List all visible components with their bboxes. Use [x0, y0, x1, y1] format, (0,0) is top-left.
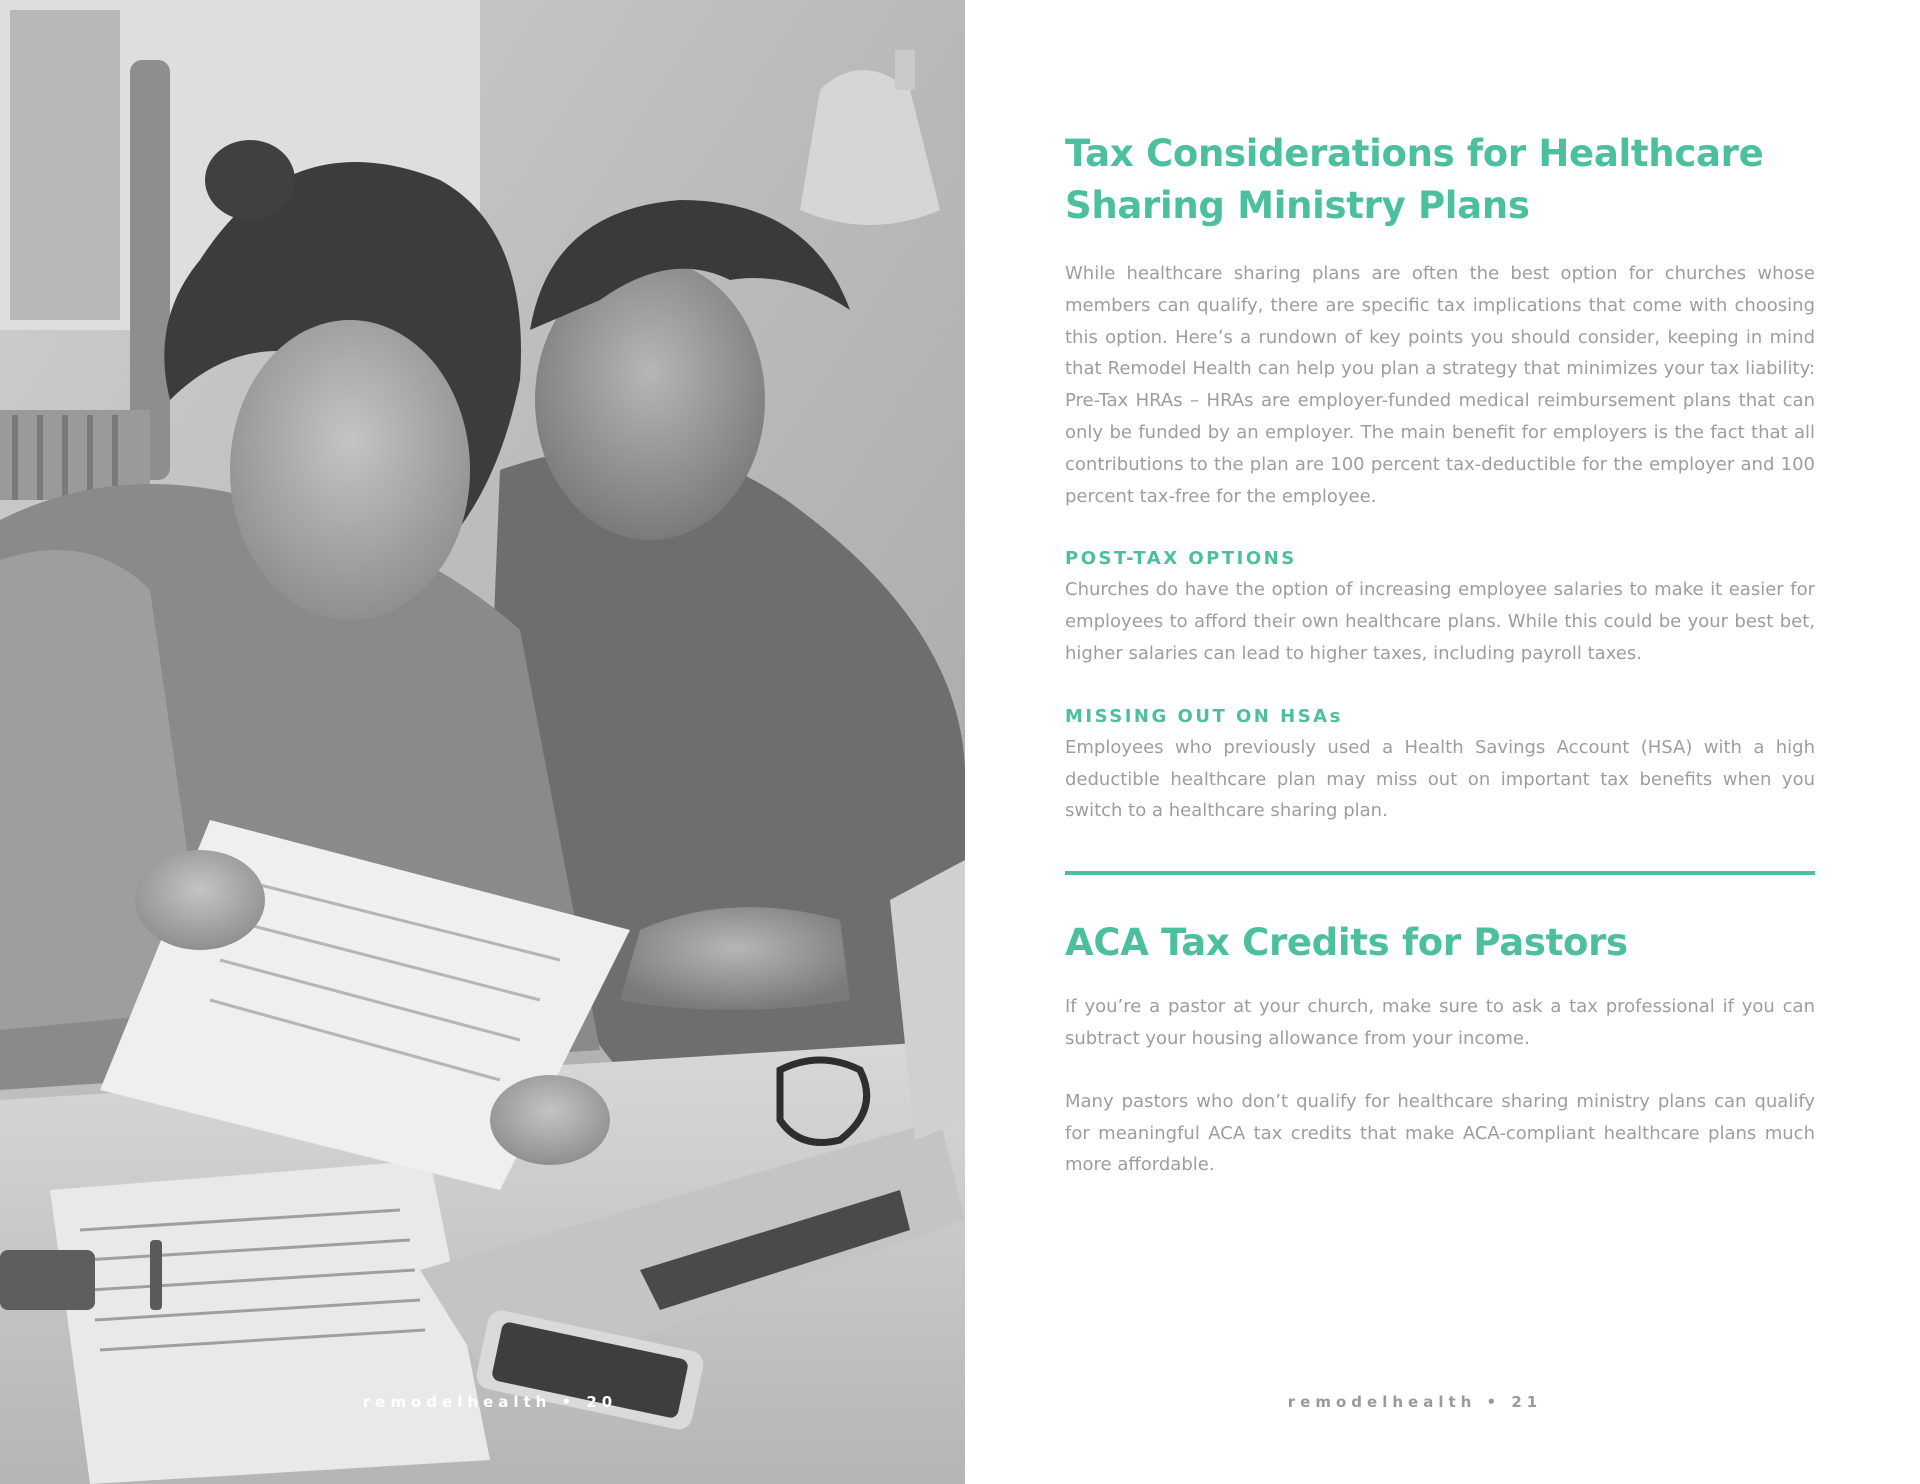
section-title-tax-considerations: Tax Considerations for Healthcare Sharing Ministry Plans [1065, 132, 1764, 227]
page-footer-left: remodelhealth • 20 [362, 1393, 618, 1411]
article-content [1065, 128, 1815, 1181]
subheading-post-tax-options: POST-TAX OPTIONS [1065, 548, 1297, 570]
post-tax-paragraph: Churches do have the option of increasing employee salaries to make it easier for employees to afford their own healthcare plans. While this could be your best bet, higher salaries can lead to higher taxes, including payroll taxes. [1065, 579, 1815, 664]
hsa-paragraph: Employees who previously used a Health Savings Account (HSA) with a high deductible healthcare plan may miss out on important tax benefits when you switch to a healthcare sharing plan. [1065, 736, 1815, 822]
intro-paragraph: While healthcare sharing plans are often the best option for churches whose members can qualify, there are specific tax implications that come with choosing this option. Here’s a rundown of key points you should consider, keeping in mind that Remodel Health can help you plan a strategy that minimizes your tax liability: Pre-Tax HRAs – HRAs are employer-funded medical reimbursement plans that can only be funded by an employer. The main benefit for employers is the fact that all contributions to the plan are 100 percent tax-deductible for the employer and 100 percent tax-free for the employee. [1065, 263, 1815, 507]
page-footer-right: remodelhealth • 21 [1287, 1393, 1543, 1411]
subheading-missing-out-on-hsas: MISSING OUT ON HSAs [1065, 705, 1343, 727]
aca-paragraph-1: If you’re a pastor at your church, make sure to ask a tax professional if you can subtract your housing allowance from your income. [1065, 996, 1815, 1049]
right-page [965, 0, 1920, 1484]
section-divider [1065, 871, 1815, 875]
section-title-aca-tax-credits: ACA Tax Credits for Pastors [1065, 921, 1628, 965]
aca-paragraph-2: Many pastors who don’t qualify for healthcare sharing ministry plans can qualify for meaningful ACA tax credits that make ACA-compliant healthcare plans much more affordable. [1065, 1090, 1815, 1176]
